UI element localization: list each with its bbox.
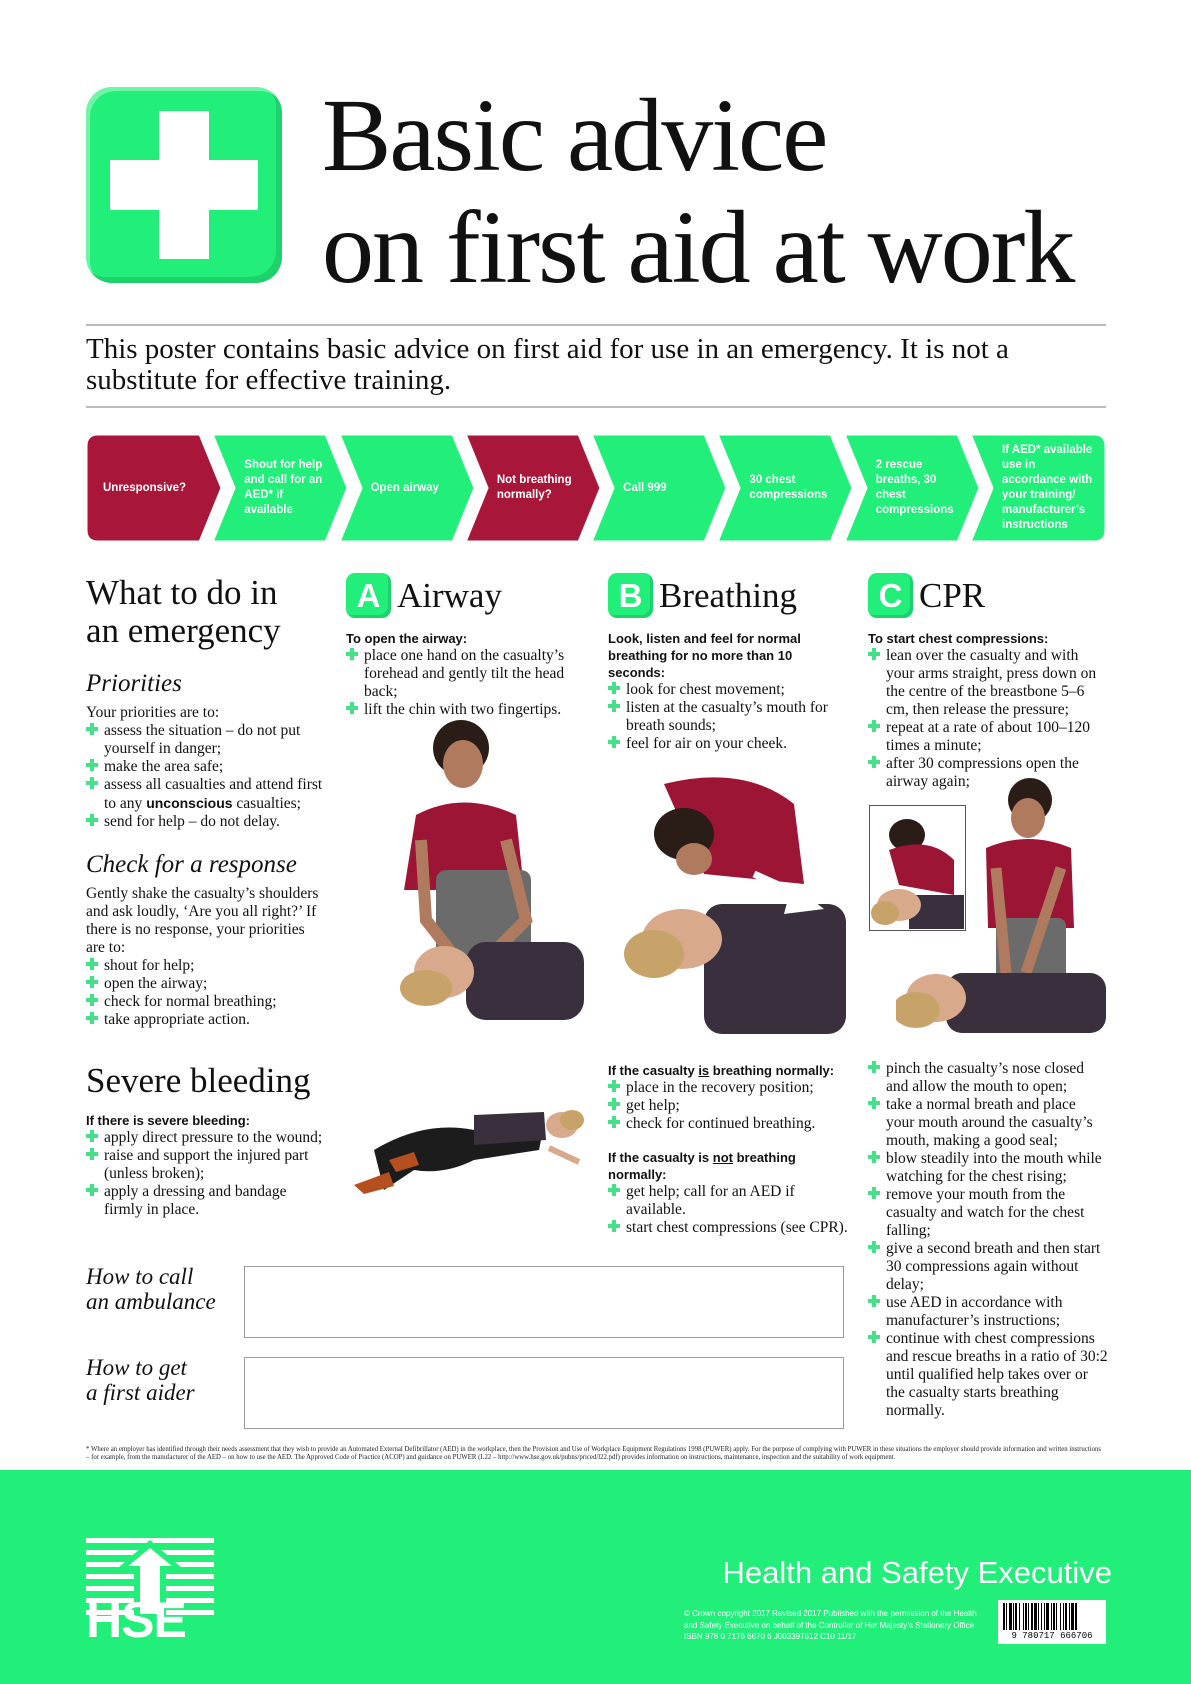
cpr-lead: To start chest compressions: — [868, 631, 1049, 646]
barcode-bar — [1053, 1603, 1055, 1630]
plus-icon — [86, 1130, 98, 1142]
barcode-bar — [1069, 1603, 1070, 1630]
bleeding-section — [86, 1062, 326, 1219]
aed-footnote: * Where an employer has identified through their needs assessment that they wish to provide an Automated External Defibrillator (AED) in the workplace, then the Provision and Use of Workplace Equipment Regulations 1998 (PUWER) apply. For the purpose of complying with PUWER in these situations the employer should provide information and written instructions – for example, from the manufacturer of the AED – on how to use the AED. The Approved Code of Practice (ACOP) and guidance on PUWER (L22 – http://www.hse.gov.uk/pubns/priced/l22.pdf) provides information on instructions, maintenance, inspection and the suitability of work equipment. — [86, 1446, 1102, 1461]
barcode-bar — [1003, 1603, 1005, 1630]
list-item: shout for help; — [86, 957, 326, 975]
barcode-bar — [1009, 1603, 1012, 1630]
intro-text: This poster contains basic advice on first aid for use in an emergency. It is not a substitute for effective training. — [86, 333, 1009, 396]
plus-icon — [608, 1184, 620, 1196]
airway-lead: To open the airway: — [346, 631, 468, 646]
emergency-heading: What to do in an emergency — [86, 573, 281, 650]
airway-heading: A Airway — [346, 573, 576, 618]
action-flow-chart — [86, 434, 1106, 542]
publication-info: © Crown copyright 2017 Revised 2017 Published with the permission of the Health and Safety Executive on behalf of the Controller of Her Majesty’s Stationery Office ISBN 978 0 7176 6670 6 J003397612 C10 11/17 — [684, 1609, 977, 1641]
plus-icon — [868, 720, 880, 732]
flow-step-label: Call 999 — [623, 481, 667, 494]
barcode-bar — [1060, 1603, 1061, 1630]
plus-icon — [608, 1116, 620, 1128]
list-item: look for chest movement; — [608, 681, 838, 699]
plus-icon — [346, 702, 358, 714]
first-aid-cross-logo — [86, 87, 282, 283]
plus-icon — [608, 682, 620, 694]
plus-icon — [86, 958, 98, 970]
list-item: remove your mouth from the casualty and watch for the chest falling; — [868, 1186, 1108, 1240]
airway-section — [346, 573, 576, 719]
flow-step — [339, 434, 475, 542]
flow-step — [465, 434, 601, 542]
list-item: listen at the casualty’s mouth for breath sounds; — [608, 699, 838, 735]
airway-head-tilt-illustration — [396, 720, 584, 1042]
list-item: give a second breath and then start 30 compressions again without delay; — [868, 1240, 1108, 1294]
not-breathing-list — [608, 1183, 848, 1237]
barcode-bar — [1006, 1603, 1007, 1630]
list-item: make the area safe; — [86, 758, 326, 776]
flow-step — [970, 434, 1106, 542]
list-item: repeat at a rate of about 100–120 times a minute; — [868, 719, 1108, 755]
barcode-bar — [1056, 1603, 1057, 1630]
breathing-lead: Look, listen and feel for normal breathing for no more than 10 seconds: — [608, 631, 801, 680]
letter-a-badge: A — [346, 573, 391, 618]
organisation-name: Health and Safety Executive — [722, 1555, 1112, 1590]
plus-icon — [86, 814, 98, 826]
flow-step-label: Unresponsive? — [103, 481, 187, 494]
list-item: lean over the casualty and with your arms straight, press down on the centre of the breastbone 5–6 cm, then release the pressure; — [868, 647, 1108, 719]
rescue-breaths-section — [868, 1060, 1108, 1420]
rescue-breaths-list — [868, 1060, 1108, 1420]
list-item: get help; — [608, 1097, 848, 1115]
breathing-section — [608, 573, 838, 753]
plus-icon — [868, 1331, 880, 1343]
plus-icon — [868, 756, 880, 768]
flow-step-label: 30 chest compressions — [749, 474, 828, 501]
barcode-bar — [1034, 1603, 1037, 1630]
list-item: pinch the casualty’s nose closed and allow the mouth to open; — [868, 1060, 1108, 1096]
flow-step-label: Open airway — [370, 481, 439, 494]
barcode-number: 9 780717 666706 — [1011, 1631, 1093, 1641]
list-item: raise and support the injured part (unless broken); — [86, 1147, 326, 1183]
priorities-list — [86, 722, 326, 831]
call-ambulance-input-box[interactable] — [244, 1266, 844, 1338]
list-item: take a normal breath and place your mouth around the casualty’s mouth, making a good seal; — [868, 1096, 1108, 1150]
list-item: blow steadily into the mouth while watching for the chest rising; — [868, 1150, 1108, 1186]
check-response-list — [86, 957, 326, 1029]
list-item: open the airway; — [86, 975, 326, 993]
breathing-heading: B Breathing — [608, 573, 838, 618]
flow-step — [717, 434, 853, 542]
list-item: apply direct pressure to the wound; — [86, 1129, 326, 1147]
plus-icon — [868, 1151, 880, 1163]
list-item: place one hand on the casualty’s forehead and gently tilt the head back; — [346, 647, 576, 701]
list-item: feel for air on your cheek. — [608, 735, 838, 753]
plus-icon — [86, 777, 98, 789]
plus-icon — [346, 648, 358, 660]
bleeding-list — [86, 1129, 326, 1219]
list-item: continue with chest compressions and rescue breaths in a ratio of 30:2 until qualified help takes over or the casualty starts breathing normally. — [868, 1330, 1108, 1420]
plus-icon — [868, 1061, 880, 1073]
priorities-heading: Priorities — [86, 670, 182, 697]
barcode-bar — [1013, 1603, 1014, 1630]
barcode-bar — [1025, 1603, 1027, 1630]
check-response-text: Gently shake the casualty’s shoulders and ask loudly, ‘Are you all right?’ If there is no response, your priorities are to: — [86, 885, 319, 956]
plus-icon — [86, 1012, 98, 1024]
recovery-position-illustration — [334, 1090, 589, 1198]
flow-step — [212, 434, 348, 542]
chest-compressions-illustration — [896, 778, 1106, 1046]
plus-icon — [86, 994, 98, 1006]
get-first-aider-label: How to get a first aider — [86, 1355, 195, 1405]
barcode-bar — [1019, 1603, 1020, 1630]
flow-step — [844, 434, 980, 542]
flow-step-label: 2 rescue breaths, 30 chest compressions — [875, 459, 954, 516]
plus-icon — [86, 723, 98, 735]
flow-step-label: Not breathing normally? — [496, 474, 572, 501]
barcode-bar — [1015, 1603, 1017, 1630]
letter-c-badge: C — [868, 573, 913, 618]
list-item: start chest compressions (see CPR). — [608, 1219, 848, 1237]
plus-icon — [86, 759, 98, 771]
flow-step — [591, 434, 727, 542]
breathing-normally-lead: If the casualty is breathing normally: — [608, 1063, 835, 1078]
page-title — [322, 80, 1182, 304]
cpr-heading: C CPR — [868, 573, 1108, 618]
plus-icon — [608, 1220, 620, 1232]
barcode-bar — [1051, 1603, 1052, 1630]
plus-icon — [868, 1097, 880, 1109]
call-ambulance-label: How to call an ambulance — [86, 1264, 216, 1314]
list-item: lift the chin with two fingertips. — [346, 701, 576, 719]
emergency-section — [86, 574, 326, 1029]
barcode-bar — [1065, 1603, 1067, 1630]
plus-icon — [868, 1295, 880, 1307]
plus-icon — [608, 736, 620, 748]
plus-icon — [868, 1187, 880, 1199]
list-item: check for normal breathing; — [86, 993, 326, 1011]
title-line-2: on first aid at work — [322, 190, 1074, 305]
barcode-bar — [1075, 1603, 1077, 1630]
flow-step-label: Shout for help and call for an AED* if available — [244, 459, 323, 516]
divider — [86, 406, 1106, 408]
plus-icon — [86, 1184, 98, 1196]
divider — [86, 324, 1106, 326]
list-item: after 30 compressions open the airway again; — [868, 755, 1108, 791]
barcode-bar — [1028, 1603, 1029, 1630]
barcode-bar — [1041, 1603, 1042, 1630]
plus-icon — [86, 1148, 98, 1160]
plus-icon — [608, 1080, 620, 1092]
breathing-outcomes — [608, 1062, 848, 1237]
list-item: place in the recovery position; — [608, 1079, 848, 1097]
barcode-bar — [1031, 1603, 1033, 1630]
list-item: check for continued breathing. — [608, 1115, 848, 1133]
list-item: take appropriate action. — [86, 1011, 326, 1029]
cpr-section — [868, 573, 1108, 791]
plus-icon — [868, 1241, 880, 1253]
list-item: use AED in accordance with manufacturer’s instructions; — [868, 1294, 1108, 1330]
get-first-aider-input-box[interactable] — [244, 1357, 844, 1429]
priorities-intro: Your priorities are to: — [86, 704, 220, 721]
barcode-bar — [1063, 1603, 1064, 1630]
check-response-heading: Check for a response — [86, 851, 297, 878]
cpr-list — [868, 647, 1108, 791]
barcode-bar — [1023, 1603, 1024, 1630]
list-item: assess all casualties and attend first to any unconscious casualties; — [86, 776, 326, 813]
barcode-bar — [1071, 1603, 1074, 1630]
breathing-normally-list — [608, 1079, 848, 1133]
bleeding-lead: If there is severe bleeding: — [86, 1113, 251, 1128]
plus-icon — [608, 1098, 620, 1110]
not-breathing-lead: If the casualty is not breathing normally: — [608, 1150, 796, 1182]
plus-icon — [608, 700, 620, 712]
hse-logo-text: HSE — [86, 1592, 186, 1648]
flow-step — [86, 434, 222, 542]
list-item: apply a dressing and bandage firmly in place. — [86, 1183, 326, 1219]
barcode-bar — [1046, 1603, 1049, 1630]
bleeding-heading: Severe bleeding — [86, 1061, 311, 1100]
title-line-1: Basic advice — [322, 78, 827, 193]
list-item: get help; call for an AED if available. — [608, 1183, 848, 1219]
breathing-check-illustration — [624, 764, 846, 1046]
breathing-list — [608, 681, 838, 753]
list-item: assess the situation – do not put yourself in danger; — [86, 722, 326, 758]
barcode-bar — [1038, 1603, 1039, 1630]
plus-icon — [868, 648, 880, 660]
barcode-bar — [1044, 1603, 1045, 1630]
plus-icon — [86, 976, 98, 988]
airway-list — [346, 647, 576, 719]
list-item: send for help – do not delay. — [86, 813, 326, 831]
flow-step-label: If AED* available use in accordance with your training/ manufacturer’s instructions — [1002, 444, 1093, 531]
letter-b-badge: B — [608, 573, 653, 618]
